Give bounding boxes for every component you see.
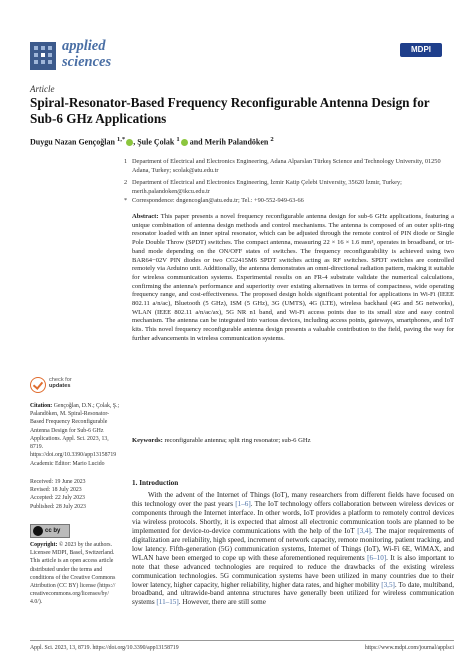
intro-text: . However, there are still some [178, 598, 266, 607]
date-received: Received: 19 June 2023 [30, 479, 86, 485]
affiliation-number: 2 [124, 179, 128, 186]
keywords [132, 436, 454, 445]
citation-link[interactable]: [11–15] [156, 598, 179, 607]
journal-name-line2: sciences [62, 54, 112, 70]
check-for-updates-button[interactable] [30, 377, 82, 397]
intro-text: With the advent of the Internet of Things (IoT), many researchers from different fields have focused on this technology over the past years [132, 491, 454, 508]
intro-text: . The IoT technology offers collaboration between wireless devices or components through the Internet interface. In other words, IoT provides a platform to remotely control devices via wireless protocols. Shortly, it is expected that almost all electronic communication tools are planned to be implemented for device-to-device communications with the help of the IoT [132, 499, 454, 535]
cc-by-license-badge[interactable] [30, 524, 70, 538]
footer-divider [30, 640, 454, 641]
journal-name[interactable] [62, 38, 111, 70]
affiliation-number: 1 [124, 158, 128, 165]
cc-badge-text: cc by [45, 528, 61, 534]
author-list: Duygu Nazan Gençoğlan $^{1,*}$ , Şule Çolak $^1$ and Merih Palandöken $^2$ [30, 136, 274, 147]
section-heading: 1. Introduction [132, 479, 179, 487]
check-updates-label [49, 377, 72, 390]
affiliation-text: Department of Electrical and Electronics Engineering, Adana Alparslan Türkeş Science and Technology University, 01250 Adana, Turkey; scolak@atu.edu.tr [132, 158, 441, 174]
copyright-label: Copyright: [30, 542, 58, 548]
cc-icon [33, 526, 43, 536]
article-type: Article [30, 84, 55, 94]
abstract-text: This paper presents a novel frequency reconfigurable antenna design for sub-6 GHz applications, featuring a unique combination of antenna design methods and control mechanisms. The antenna is composed of an outer split-ring resonator loaded with an inner spiral resonator, which can be adjusted through the remote control of PIN diode or Single Pole Double Throw (SPDT) switches. The compact antenna, measuring 22 × 16 × 1.6 mm³, operates in broadband, or tri-band mode depending on the ON/OFF states of switches. The frequency reconfigurability is achieved using two BAR64−02V PIN diodes or two CG2415M6 SPDT switches acting as RF switches. SPDT switches are controlled remotely via Arduino unit. Additionally, the antenna demonstrates an omni-directional radiation pattern, making it suitable for wireless communication systems. Experimental results on an FR-4 substrate validate the numerical calculations, confirming the antenna's performance and superiority over existing alternatives in terms of compactness, wide operating frequency range, and cost-effectiveness. The proposed design holds significant potential for applications in Wi-Fi (IEEE 802.11 a/n/ac), Bluetooth (5 GHz), ISM (5 GHz), 3G (UMTS), 4G (LTE), wireless backhaul (4G and 5G networks), WLAN (IEEE 802.11 a/n/ac/ax), 5G NR n1 band, and Wi-Fi access points due to its small size and easy control mechanism. The antenna can be integrated into various devices, including access points, gateways, smartphones, and IoT kits. This novel frequency reconfigurable antenna design presents a valuable contribution to the field, paving the way for further advancements in wireless communication systems. [132, 213, 454, 342]
check-updates-line1: check for [49, 377, 72, 383]
academic-editor: Academic Editor: Mario Lucido [30, 461, 105, 467]
orcid-icon[interactable] [181, 139, 188, 146]
journal-logo-icon [30, 42, 56, 70]
keywords-label: Keywords: [132, 437, 163, 444]
orcid-icon[interactable] [126, 139, 133, 146]
date-published: Published: 28 July 2023 [30, 503, 86, 510]
introduction-paragraph [132, 491, 454, 607]
author-1-affiliation: 1,* [116, 136, 126, 143]
keywords-text: reconfigurable antenna; split ring resonator; sub-6 GHz [164, 437, 311, 444]
copyright-block [30, 541, 122, 607]
check-updates-icon [30, 377, 46, 393]
citation-block [30, 402, 122, 459]
affiliation-2 [124, 179, 452, 196]
copyright-text: © 2023 by the authors. Licensee MDPI, Basel, Switzerland. This article is an open access article distributed under the terms and conditions of the Creative Commons Attribution (CC BY) license (https:// creativecommons.org/licenses/by/ 4.0/). [30, 542, 116, 606]
intro-text: . To date, multiband, broadband, and ultrawide-band antenna structures have generally been utilized for wireless communication systems [132, 580, 454, 607]
author-2[interactable]: Şule Çolak [137, 137, 175, 147]
correspondence [124, 197, 452, 206]
publication-dates [30, 478, 122, 511]
publisher-logo[interactable]: MDPI [400, 43, 442, 57]
author-2-affiliation: 1 [176, 136, 180, 143]
citation-label: Citation: [30, 403, 53, 409]
footer-citation[interactable]: Appl. Sci. 2023, 13, 8719. https://doi.org/10.3390/app13158719 [30, 645, 179, 651]
citation-text: Gençoğlan, D.N.; Çolak, Ş.; Palandöken, M. Spiral-Resonator-Based Frequency Reconfigurable Antenna Design for Sub-6 GHz Applications. Appl. Sci. 2023, 13, 8719. https://doi.org/10.3390/app13158719 [30, 403, 120, 459]
citation-link[interactable]: [6–10] [367, 553, 387, 562]
author-3-affiliation: 2 [270, 136, 274, 143]
article-title: Spiral-Resonator-Based Frequency Reconfigurable Antenna Design for Sub-6 GHz Applications [30, 95, 430, 126]
author-3[interactable]: Merih Palandöken [204, 137, 269, 147]
citation-link[interactable]: [3,4] [357, 526, 371, 535]
affiliation-1 [124, 158, 452, 175]
intro-text: . It is also important to note that these advanced technologies are required to reduce the drawbacks of the existing wireless communication technologies. 5G communication systems have been utilized in many countries due to their lower latency, higher capacity, higher reliability, higher data rates, and higher mobility [132, 553, 455, 589]
abstract-label: Abstract: [132, 213, 159, 220]
affiliation-text: Department of Electrical and Electronics Engineering, İzmir Katip Çelebi University, 35620 İzmir, Turkey; merih.palandoken@ikcu.edu.tr [132, 179, 402, 195]
footer-journal-link[interactable]: https://www.mdpi.com/journal/applsci [364, 645, 454, 651]
date-revised: Revised: 18 July 2023 [30, 487, 82, 494]
citation-link[interactable]: [1–6] [235, 499, 251, 508]
citation-link[interactable]: [3,5] [381, 580, 395, 589]
date-accepted: Accepted: 22 July 2023 [30, 495, 85, 502]
author-1[interactable]: Duygu Nazan Gençoğlan [30, 137, 115, 147]
journal-name-line1: applied [62, 38, 106, 54]
abstract [132, 213, 454, 344]
affiliation-text: Correspondence: dngencoglan@atu.edu.tr; Tel.: +90-552-949-63-66 [132, 197, 304, 204]
intro-text: . The major requirements of digitalization are reliability, high speed, increment of network capacity, remote monitoring, patient tracking, and low latency. Fifth-generation (5G) communication systems, Internet of Things (IoT), Wi-Fi 6E, WiMAX, and WLAN have been emerged to cope up with these aforementioned requirements [132, 526, 455, 562]
check-updates-line2: updates [49, 383, 71, 390]
affiliation-number: * [124, 197, 128, 204]
